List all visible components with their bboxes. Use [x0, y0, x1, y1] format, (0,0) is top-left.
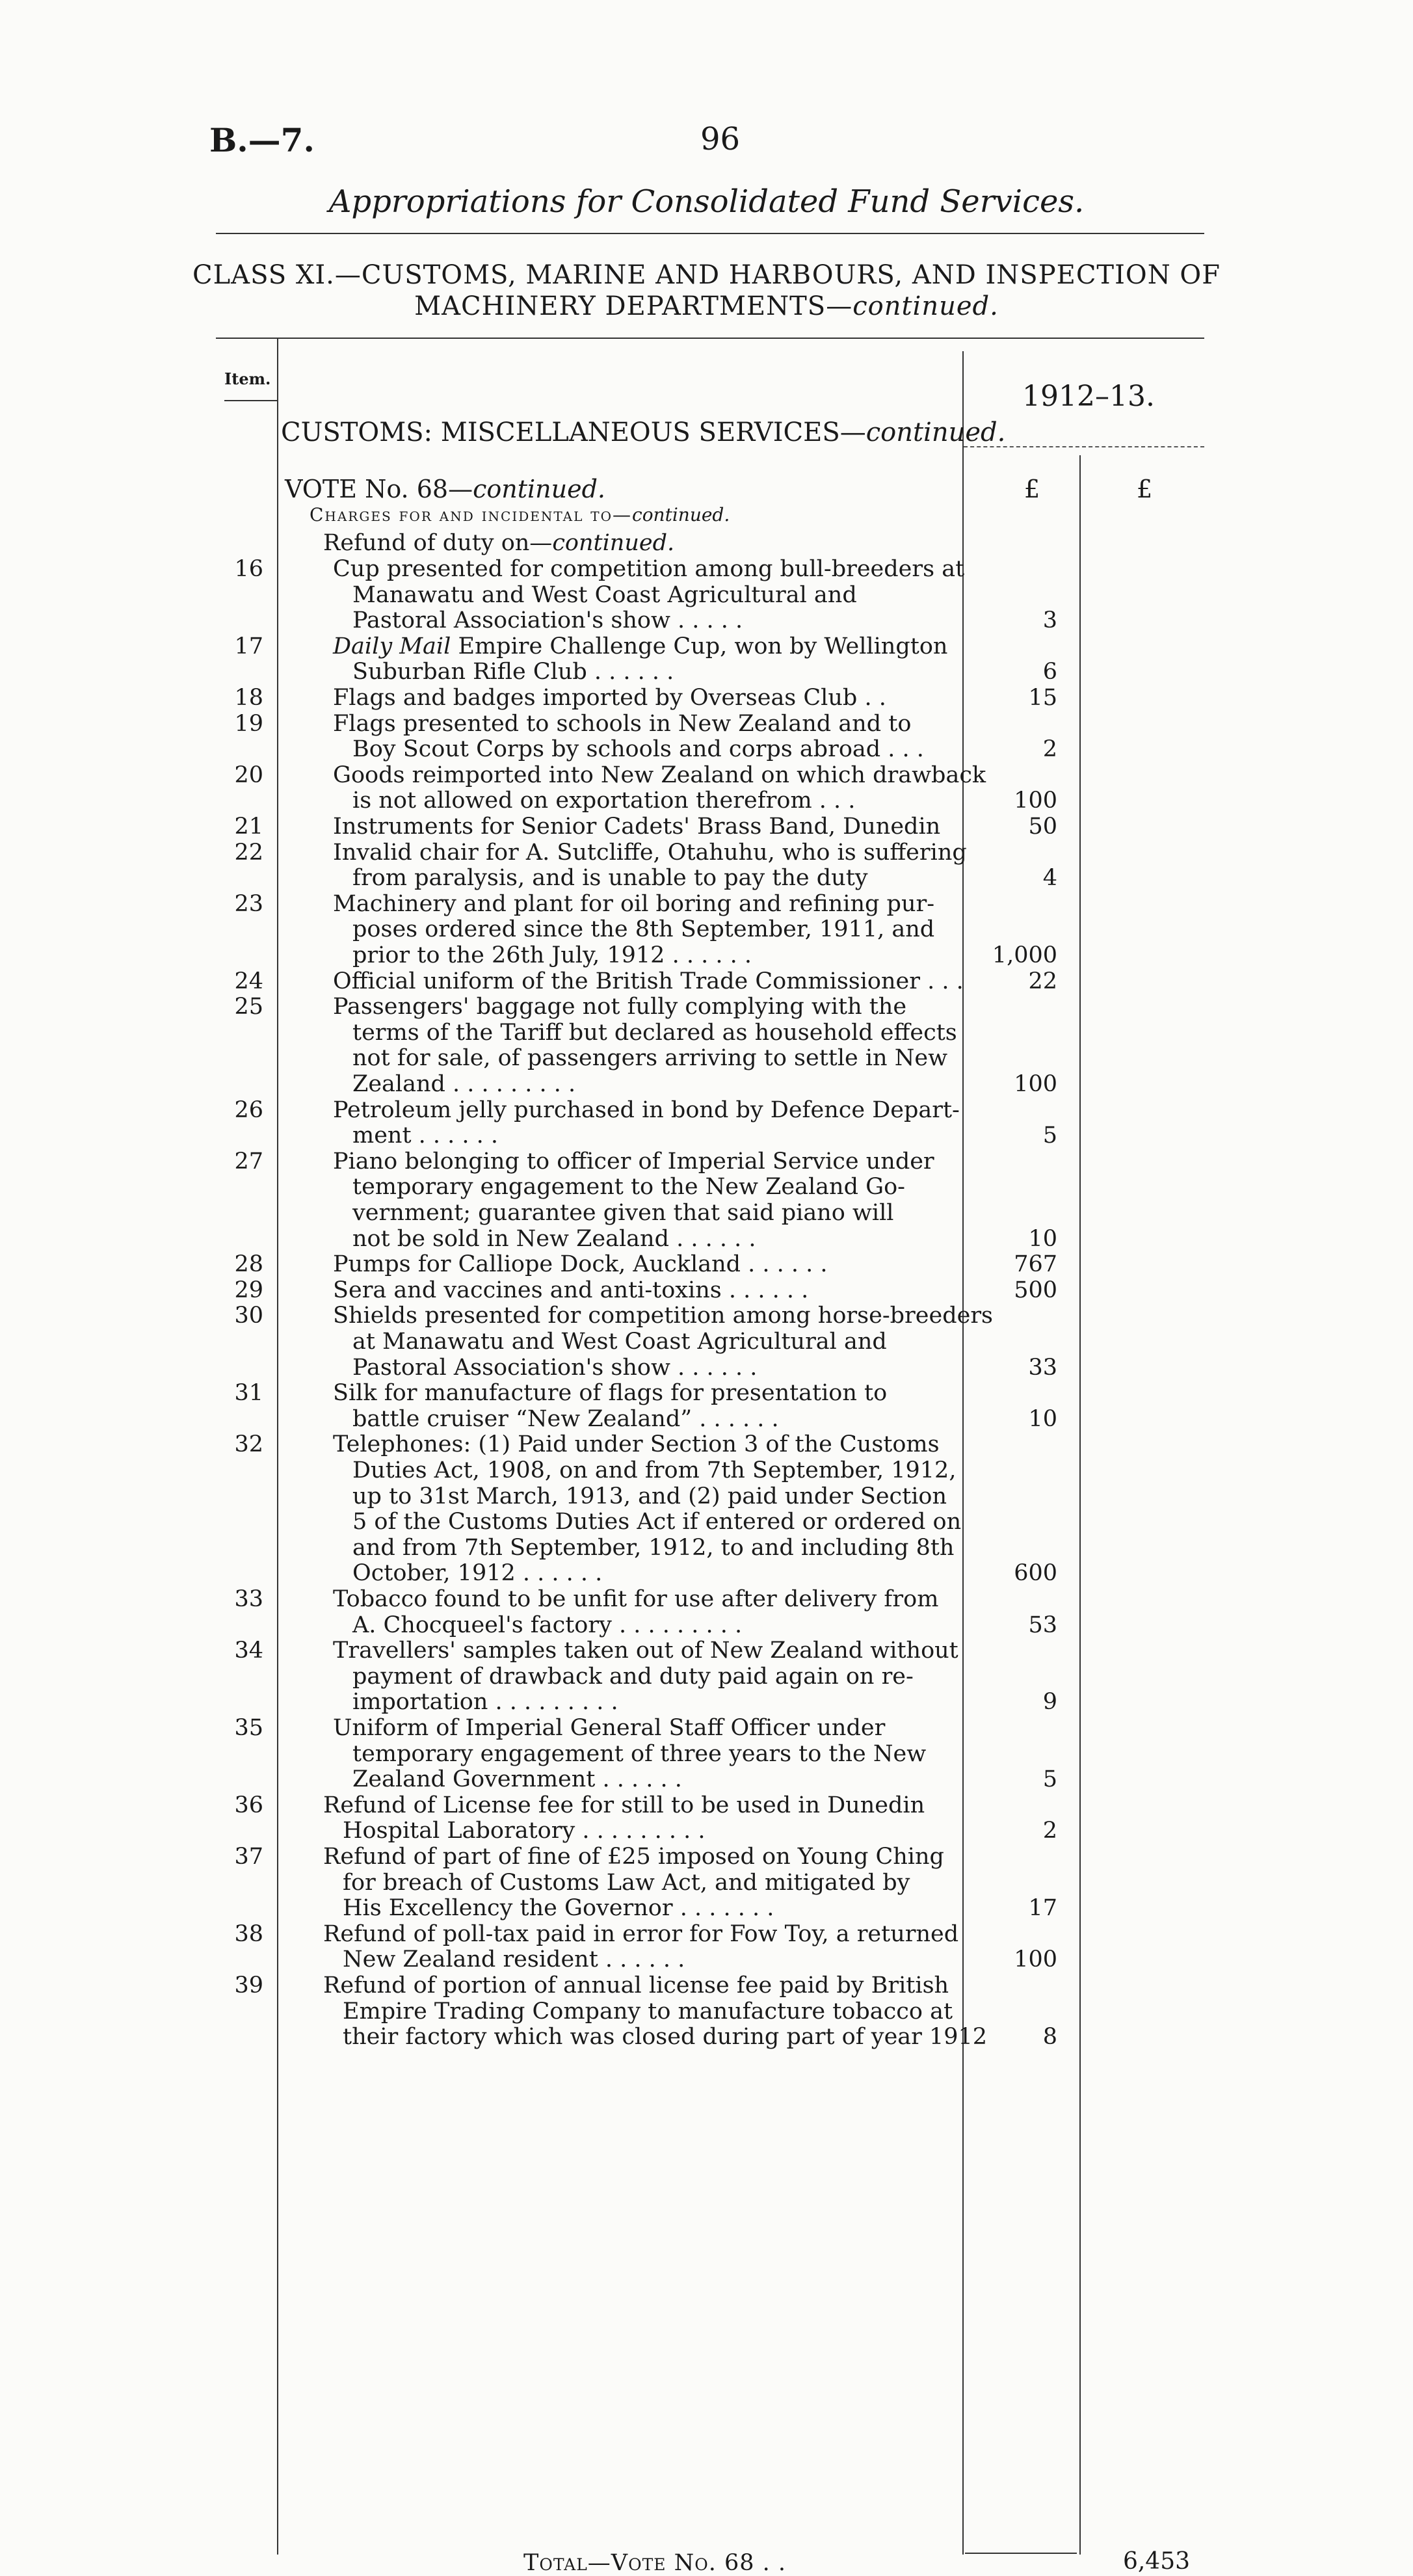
item-amount: 6	[1042, 659, 1057, 685]
item-description-line: Refund of portion of annual license fee paid by British	[323, 1972, 949, 1998]
item-amount: 53	[1028, 1612, 1057, 1638]
item-description-line: battle cruiser “New Zealand” . . . . . .	[352, 1405, 779, 1432]
item-description-line: Zealand . . . . . . . . .	[352, 1071, 576, 1097]
item-description-line: Sera and vaccines and anti-toxins . . . . . .	[333, 1277, 809, 1303]
item-description-line: New Zealand resident . . . . . .	[343, 1946, 685, 1973]
item-number: 39	[234, 1972, 263, 1998]
item-description-line: A. Chocqueel's factory . . . . . . . . .	[352, 1612, 743, 1638]
item-amount: 100	[1014, 788, 1057, 814]
page-title: Appropriations for Consolidated Fund Services.	[328, 183, 1085, 220]
item-number: 25	[234, 994, 263, 1020]
item-number: 17	[234, 633, 263, 659]
item-description-line: Shields presented for competition among horse-breeders	[333, 1303, 994, 1329]
item-number: 24	[234, 968, 263, 994]
item-number: 16	[234, 556, 263, 582]
item-column-header: Item.	[224, 369, 271, 388]
title-rule	[216, 233, 1204, 234]
table-top-rule	[216, 338, 1204, 339]
refund-subheading: Refund of duty on—continued.	[323, 530, 675, 556]
item-amount: 5	[1042, 1766, 1057, 1793]
item-number: 35	[234, 1715, 263, 1741]
item-description-line: from paralysis, and is unable to pay the duty	[352, 865, 868, 892]
item-amount: 17	[1028, 1895, 1057, 1922]
item-amount: 2	[1042, 736, 1057, 763]
item-description-line: Refund of poll-tax paid in error for Fow Toy, a returned	[323, 1920, 959, 1947]
item-number: 18	[234, 685, 263, 711]
item-number: 33	[234, 1586, 263, 1612]
item-description-line: terms of the Tariff but declared as household effects	[352, 1019, 957, 1046]
item-description-line: Empire Trading Company to manufacture tobacco at	[343, 1998, 953, 2025]
item-number: 23	[234, 890, 263, 917]
item-description-line: importation . . . . . . . . .	[352, 1689, 618, 1716]
item-amount: 3	[1042, 607, 1057, 634]
item-amount: 22	[1028, 968, 1057, 994]
item-number: 29	[234, 1277, 263, 1303]
item-amount: 100	[1014, 1071, 1057, 1097]
vote-title: VOTE No. 68—continued.	[285, 475, 605, 503]
item-description-line: October, 1912 . . . . . .	[352, 1560, 603, 1587]
item-description-line: Refund of License fee for still to be used in Dunedin	[323, 1792, 925, 1818]
item-description-line: temporary engagement to the New Zealand Go-	[352, 1174, 905, 1201]
item-description-line: Cup presented for competition among bull-breeders at	[333, 556, 965, 582]
item-amount: 8	[1042, 2024, 1057, 2051]
item-description-line: payment of drawback and duty paid again on re-	[352, 1663, 914, 1690]
item-description-line: Uniform of Imperial General Staff Officer under	[333, 1715, 886, 1741]
item-description-line: His Excellency the Governor . . . . . . .	[343, 1895, 774, 1922]
item-amount: 100	[1014, 1946, 1057, 1973]
item-number: 20	[234, 762, 263, 788]
item-description-line: 5 of the Customs Duties Act if entered or ordered on	[352, 1509, 962, 1535]
total-rule	[965, 2553, 1077, 2554]
item-description-line: Flags presented to schools in New Zealand and to	[333, 710, 912, 737]
item-number: 19	[234, 710, 263, 737]
currency-symbol-col1: £	[1024, 475, 1040, 503]
item-number: 26	[234, 1096, 263, 1123]
item-number: 37	[234, 1844, 263, 1870]
item-description-line: vernment; guarantee given that said piano will	[352, 1200, 894, 1226]
item-description-line: Machinery and plant for oil boring and refining pur-	[333, 890, 935, 917]
item-amount: 767	[1014, 1251, 1057, 1278]
item-column-divider	[277, 338, 278, 2555]
item-description-line: poses ordered since the 8th September, 1911, and	[352, 916, 935, 943]
item-description-line: Passengers' baggage not fully complying with the	[333, 994, 907, 1020]
item-description-line: Hospital Laboratory . . . . . . . . .	[343, 1818, 706, 1844]
section-heading: CUSTOMS: MISCELLANEOUS SERVICES—continued.	[281, 418, 1006, 447]
item-description-line: Instruments for Senior Cadets' Brass Band, Dunedin	[333, 814, 941, 840]
total-amount: 6,453	[1122, 2548, 1190, 2575]
year-column-header: 1912–13.	[1022, 380, 1155, 413]
item-description-line: Flags and badges imported by Overseas Club . .	[333, 685, 886, 711]
item-description-line: their factory which was closed during part of year 1912	[343, 2024, 988, 2051]
item-number: 22	[234, 839, 263, 866]
document-reference: B.—7.	[209, 121, 315, 159]
item-number: 27	[234, 1148, 263, 1175]
class-heading-line2: MACHINERY DEPARTMENTS—continued.	[414, 291, 999, 321]
item-amount: 10	[1028, 1405, 1057, 1432]
item-description-line: Suburban Rifle Club . . . . . .	[352, 659, 674, 685]
item-amount: 4	[1042, 865, 1057, 892]
item-description-line: Travellers' samples taken out of New Zealand without	[333, 1638, 958, 1664]
item-amount: 33	[1028, 1354, 1057, 1381]
item-description-line: is not allowed on exportation therefrom . . .	[352, 788, 856, 814]
charges-subheading: Charges for and incidental to—continued.	[310, 504, 730, 525]
item-description-line: Invalid chair for A. Sutcliffe, Otahuhu, who is suffering	[333, 839, 967, 866]
item-description-line: Refund of part of fine of £25 imposed on Young Ching	[323, 1844, 944, 1870]
item-description-line: Piano belonging to officer of Imperial Service under	[333, 1148, 934, 1175]
item-number: 30	[234, 1303, 263, 1329]
item-description-line: up to 31st March, 1913, and (2) paid under Section	[352, 1483, 947, 1509]
item-description-line: Tobacco found to be unfit for use after delivery from	[333, 1586, 939, 1612]
item-description-line: Pastoral Association's show . . . . .	[352, 607, 743, 634]
item-number: 31	[234, 1380, 263, 1407]
item-description-line: Daily Mail Empire Challenge Cup, won by Wellington	[333, 633, 948, 659]
class-heading-line1: CLASS XI.—CUSTOMS, MARINE AND HARBOURS, AND INSPECTION OF	[192, 260, 1221, 290]
item-number: 21	[234, 814, 263, 840]
item-description-line: Telephones: (1) Paid under Section 3 of the Customs	[333, 1431, 940, 1458]
item-amount: 500	[1014, 1277, 1057, 1303]
item-amount: 600	[1014, 1560, 1057, 1587]
item-description-line: Pastoral Association's show . . . . . .	[352, 1354, 758, 1381]
item-amount: 50	[1028, 814, 1057, 840]
item-description-line: Goods reimported into New Zealand on which drawback	[333, 762, 986, 788]
item-description-line: Manawatu and West Coast Agricultural and	[352, 581, 857, 608]
item-description-line: Zealand Government . . . . . .	[352, 1766, 682, 1793]
item-description-line: ment . . . . . .	[352, 1122, 499, 1149]
item-description-line: temporary engagement of three years to the New	[352, 1740, 927, 1767]
item-description-line: and from 7th September, 1912, to and including 8th	[352, 1534, 955, 1561]
item-header-rule	[224, 400, 278, 401]
amount-column-divider	[1079, 455, 1081, 2555]
item-amount: 15	[1028, 685, 1057, 711]
item-number: 28	[234, 1251, 263, 1278]
item-description-line: prior to the 26th July, 1912 . . . . . .	[352, 942, 752, 968]
item-description-line: Official uniform of the British Trade Commissioner . . .	[333, 968, 964, 994]
item-description-line: Pumps for Calliope Dock, Auckland . . . . . .	[333, 1251, 828, 1278]
item-description-line: Boy Scout Corps by schools and corps abroad . . .	[352, 736, 924, 763]
item-description-line: Petroleum jelly purchased in bond by Defence Depart-	[333, 1096, 960, 1123]
item-number: 34	[234, 1638, 263, 1664]
item-amount: 1,000	[992, 942, 1057, 968]
item-number: 38	[234, 1920, 263, 1947]
item-number: 36	[234, 1792, 263, 1818]
item-amount: 2	[1042, 1818, 1057, 1844]
item-number: 32	[234, 1431, 263, 1458]
item-description-line: Silk for manufacture of flags for presentation to	[333, 1380, 888, 1407]
item-description-line: at Manawatu and West Coast Agricultural and	[352, 1329, 887, 1355]
total-label: Total—Vote No. 68 . .	[523, 2550, 787, 2576]
item-description-line: Duties Act, 1908, on and from 7th September, 1912,	[352, 1457, 957, 1483]
item-amount: 9	[1042, 1689, 1057, 1716]
item-description-line: not be sold in New Zealand . . . . . .	[352, 1225, 756, 1252]
item-description-line: for breach of Customs Law Act, and mitigated by	[343, 1869, 910, 1896]
currency-symbol-col2: £	[1137, 475, 1153, 503]
item-amount: 10	[1028, 1225, 1057, 1252]
item-amount: 5	[1042, 1122, 1057, 1149]
page-number: 96	[700, 121, 741, 157]
item-description-line: not for sale, of passengers arriving to settle in New	[352, 1045, 948, 1072]
